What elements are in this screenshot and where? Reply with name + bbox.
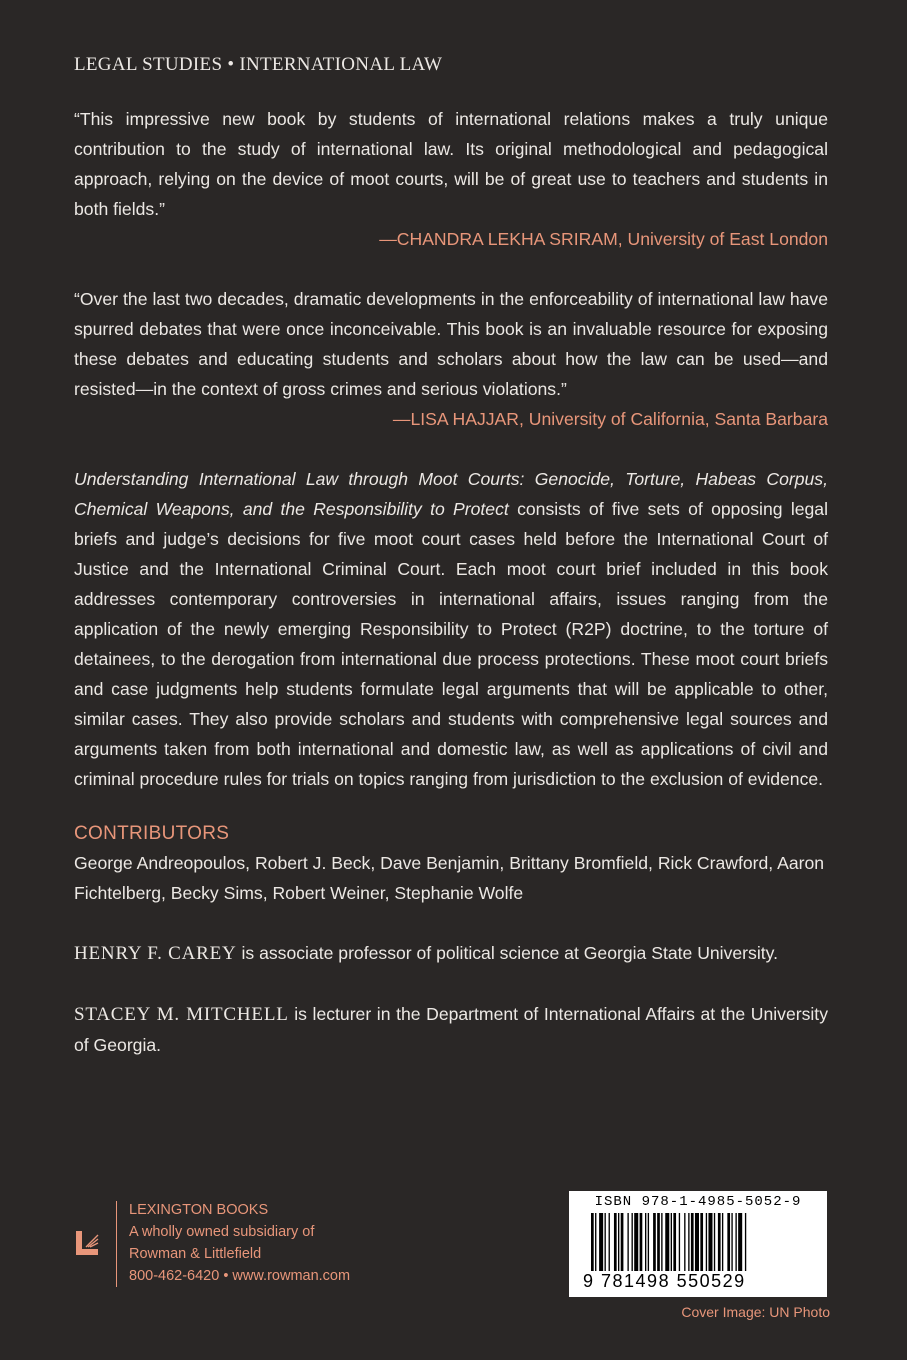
isbn-text: ISBN 978-1-4985-5052-9 — [594, 1194, 802, 1210]
barcode-bar — [688, 1213, 689, 1271]
barcode-bar — [708, 1213, 712, 1271]
barcode-bar — [738, 1213, 742, 1271]
barcode-bar — [653, 1213, 656, 1271]
barcode-bar — [718, 1213, 721, 1271]
back-cover-content — [74, 52, 828, 1090]
barcode-bar — [599, 1213, 603, 1271]
isbn-barcode — [569, 1191, 827, 1297]
ean-number: 9 781498 550529 — [583, 1271, 746, 1291]
barcode-bar — [595, 1213, 596, 1271]
endorsement-quote: “Over the last two decades, dramatic developments in the enforceability of international law have spurred debates that were once inconceivable. This book is an invaluable resource for exposing these debates and educating students and scholars about how the law can be used—and resisted—in the context of gross crimes and serious violations.” — [74, 289, 828, 399]
barcode-bar — [684, 1213, 685, 1271]
book-title: Understanding International Law through Moot Courts: Genocide, Torture, Habeas Corpus, Chemical Weapons, and the Responsibility to Protect — [74, 469, 828, 519]
barcode-bar — [665, 1213, 669, 1271]
barcode-bar — [632, 1213, 633, 1271]
barcode-bar — [706, 1213, 707, 1271]
barcode-bar — [661, 1213, 662, 1271]
barcode-bars — [591, 1213, 805, 1271]
endorsement-attribution: —CHANDRA LEKHA SRIRAM, University of East London — [379, 229, 828, 249]
barcode-bar — [657, 1213, 660, 1271]
barcode-bar — [679, 1213, 680, 1271]
description-body: consists of five sets of opposing legal briefs and judge’s decisions for five moot court cases held before the International Court of Justice and the International Criminal Court. Each moot court brief included in this book addresses contemporary controversies in international affairs, issues ranging from the application of the newly emerging Responsibility to Protect (R2P) doctrine, to the torture of detainees, to the derogation from international due process protections. These moot court briefs and case judgments help students formulate legal arguments that will be applicable to other, similar cases. They also provide scholars and students with comprehensive legal sources and arguments taken from both international and domestic law, as well as applications of civil and criminal procedure rules for trials on topics ranging from jurisdiction to the exclusion of evidence. — [74, 499, 828, 789]
publisher-parent: Rowman & Littlefield — [129, 1246, 262, 1262]
barcode-bar — [700, 1213, 703, 1271]
barcode-bar — [614, 1213, 617, 1271]
contributors-heading: CONTRIBUTORS — [74, 823, 230, 844]
endorsement-quote: “This impressive new book by students of international relations makes a truly unique contribution to the study of international law. Its original methodological and pedagogical approach, relying on the device of moot courts, will be of great use to teachers and students in both fields.” — [74, 109, 828, 219]
contributors-list: George Andreopoulos, Robert J. Beck, Dave Benjamin, Brittany Bromfield, Rick Crawford, Aaron Fichtelberg, Becky Sims, Robert Weiner, Stephanie Wolfe — [74, 853, 825, 903]
barcode-bar — [627, 1213, 628, 1271]
barcode-bar — [621, 1213, 624, 1271]
barcode-bar — [735, 1213, 736, 1271]
barcode-bar — [640, 1213, 643, 1271]
barcode-bar — [722, 1213, 723, 1271]
publisher-name: LEXINGTON BOOKS — [129, 1202, 269, 1218]
publisher-logo-icon — [74, 1227, 102, 1259]
author-bio-text: is lecturer in the Department of International Affairs at the University of Georgia. — [74, 1004, 828, 1055]
barcode-bar — [634, 1213, 638, 1271]
cover-credit: Cover Image: UN Photo — [681, 1304, 830, 1320]
endorsement-attribution: —LISA HAJJAR, University of California, Santa Barbara — [392, 409, 828, 429]
author-name: HENRY F. CAREY — [74, 943, 237, 964]
barcode-bar — [714, 1213, 715, 1271]
category-label: LEGAL STUDIES • INTERNATIONAL LAW — [74, 54, 443, 75]
barcode-bar — [695, 1213, 699, 1271]
barcode-bar — [731, 1213, 732, 1271]
barcode-bar — [671, 1213, 672, 1271]
barcode-bar — [609, 1213, 610, 1271]
barcode-bar — [745, 1213, 746, 1271]
barcode-bar — [648, 1213, 649, 1271]
barcode-bar — [605, 1213, 606, 1271]
author-bio — [74, 999, 828, 1060]
barcode-bar — [691, 1213, 694, 1271]
author-name: STACEY M. MITCHELL — [74, 1004, 289, 1025]
publisher-contact: 800-462-6420 • www.rowman.com — [129, 1268, 351, 1284]
publisher-text — [129, 1199, 350, 1287]
book-description — [74, 464, 828, 794]
publisher-divider — [116, 1201, 117, 1287]
author-bio — [74, 938, 828, 969]
barcode-bar — [645, 1213, 646, 1271]
barcode-bar — [673, 1213, 676, 1271]
barcode-bar — [618, 1213, 619, 1271]
author-bio-text: is associate professor of political science at Georgia State University. — [236, 943, 779, 963]
barcode-bar — [727, 1213, 730, 1271]
publisher-block — [74, 1199, 394, 1299]
publisher-subsidiary: A wholly owned subsidiary of — [129, 1224, 315, 1240]
barcode-bar — [591, 1213, 594, 1271]
